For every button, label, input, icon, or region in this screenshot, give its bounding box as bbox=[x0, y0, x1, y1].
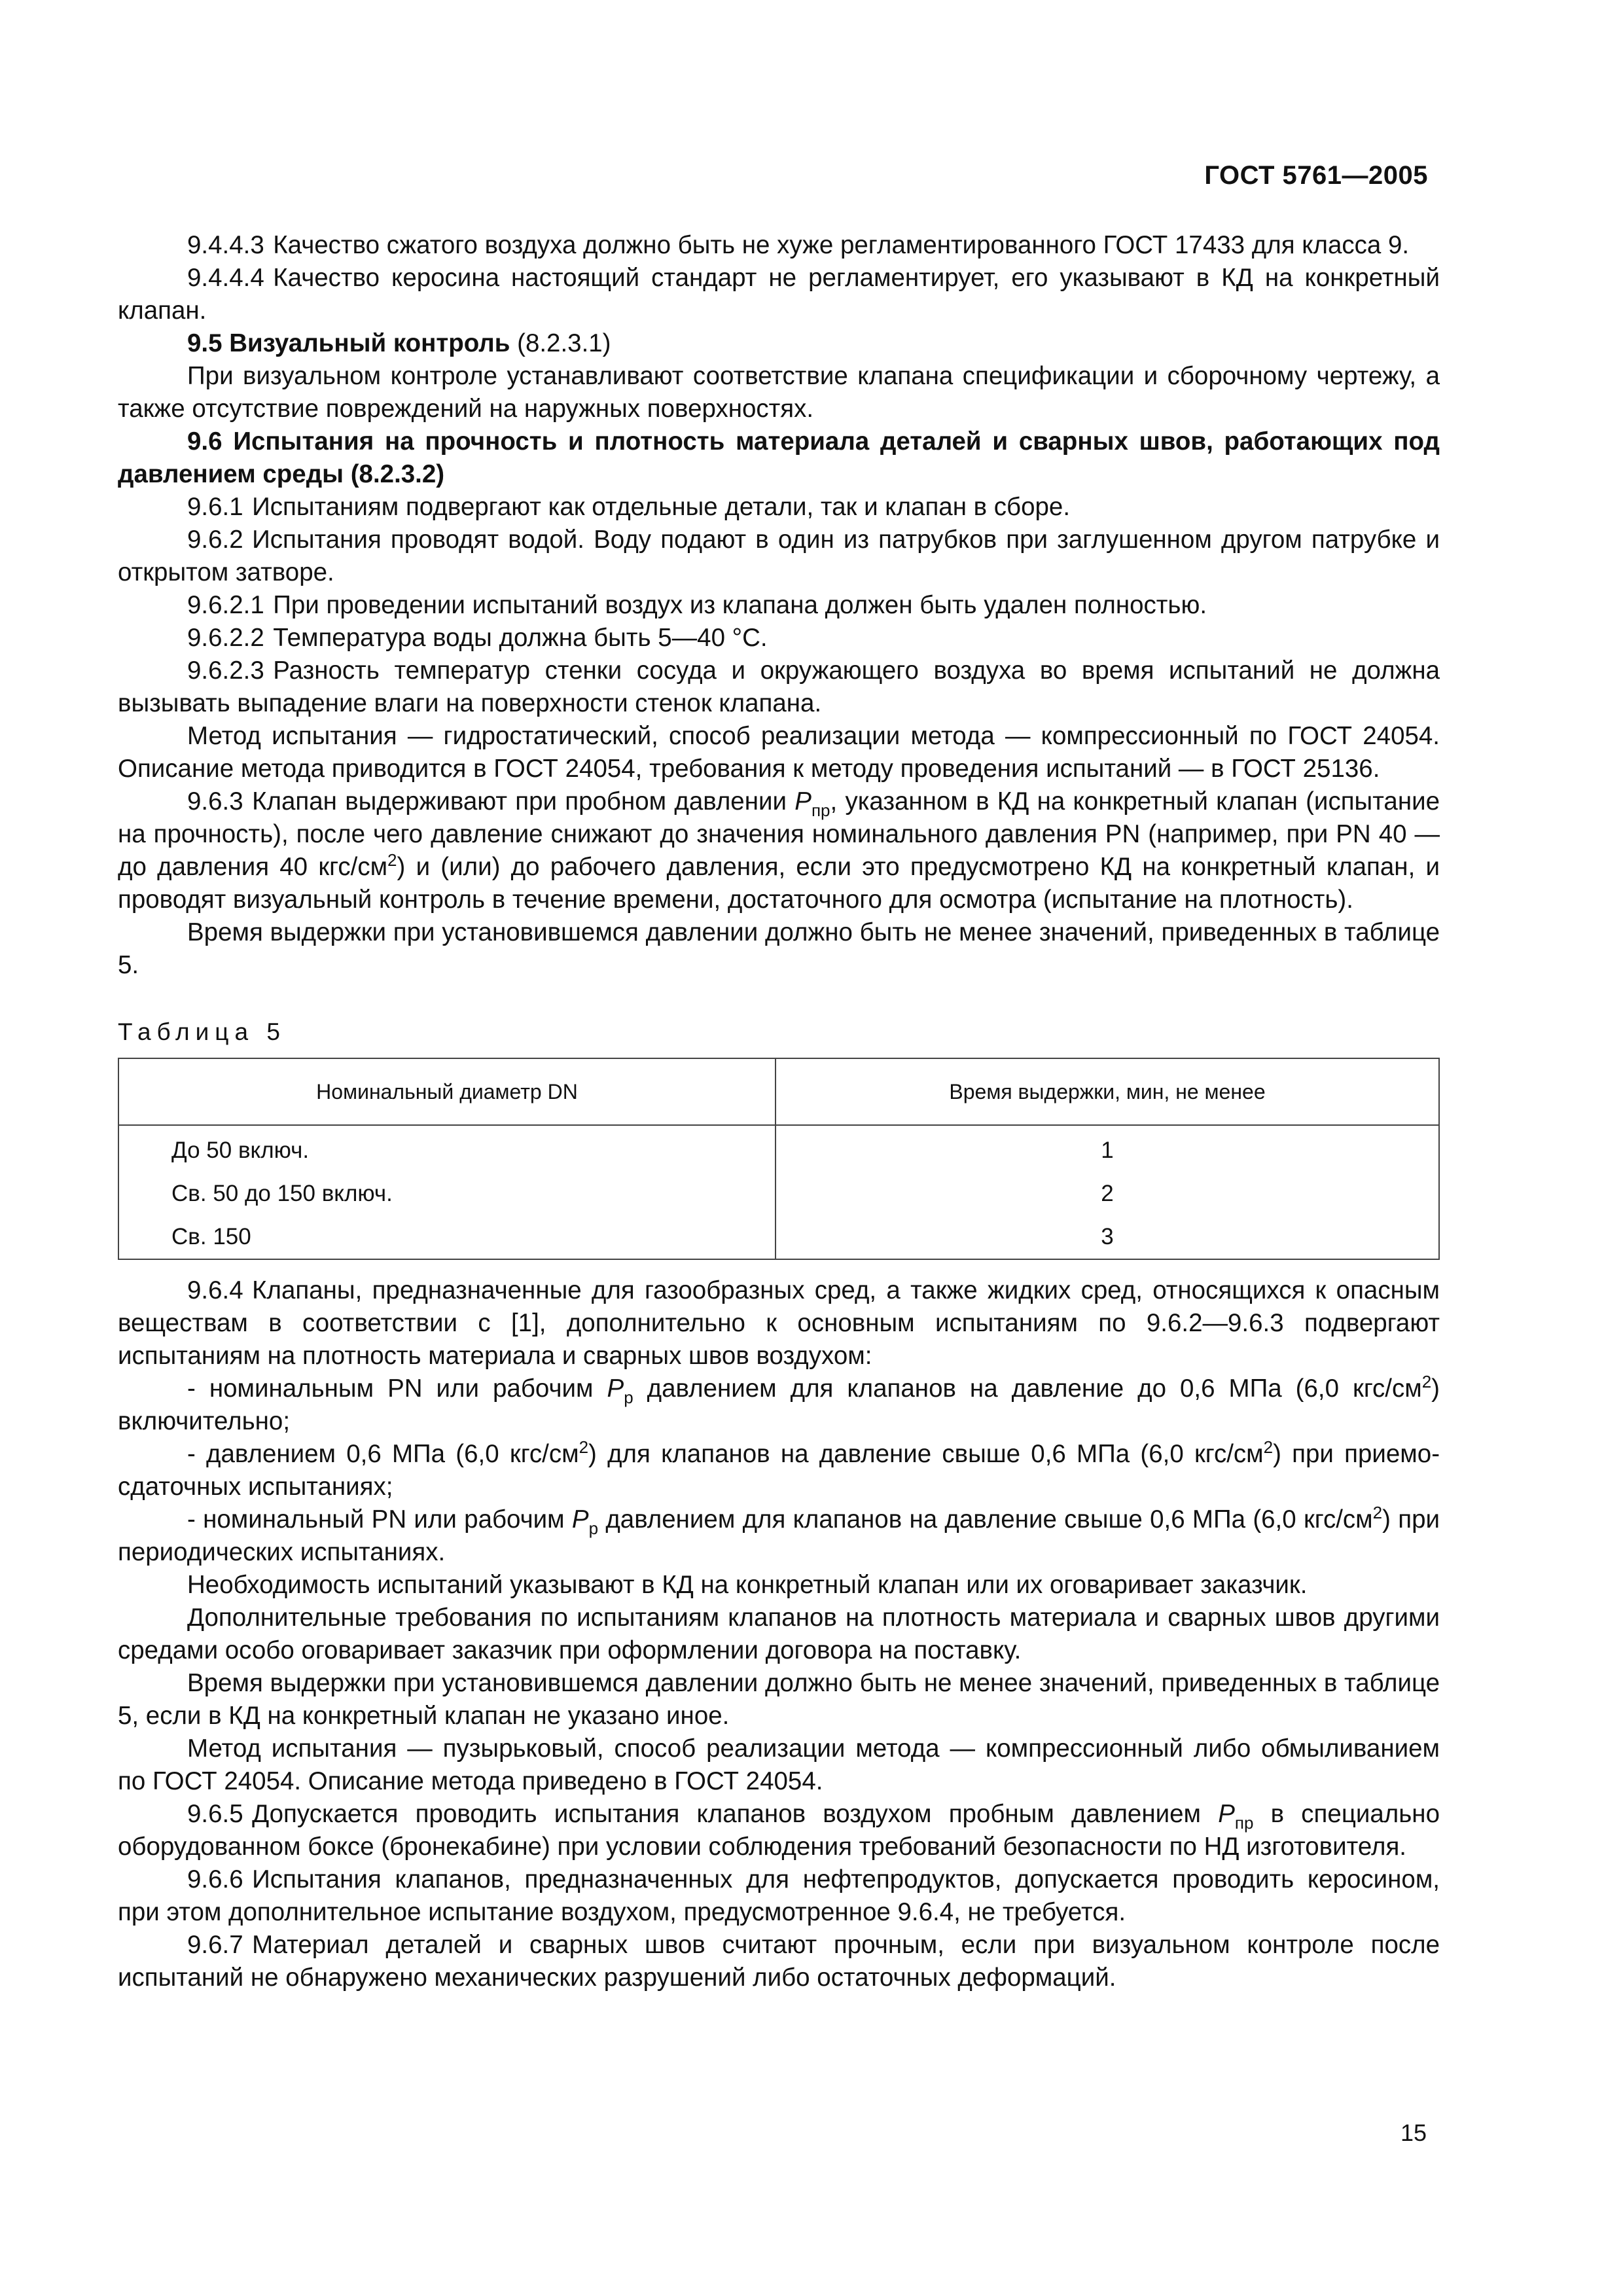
paragraph-hydrostatic-method: Метод испытания — гидростатический, способ реализации метода — компрессионный по ГОСТ 24054. Описание метода приводится в ГОСТ 24054, требования к методу проведения испытаний — в ГОСТ 25136. bbox=[118, 722, 1440, 783]
column-header: Время выдержки, мин, не менее bbox=[776, 1058, 1439, 1125]
list-item: - номинальным PN или рабочим $P_р$ давлением для клапанов на давление до 0,6 МПа (6,0 кгс/$см^2$) включительно; bbox=[118, 1372, 1440, 1435]
page-content bbox=[118, 229, 1440, 1994]
table-caption: Таблица 5 bbox=[118, 1018, 286, 1045]
clause-9-6-2: 9.6.2 Испытания проводят водой. Воду подают в один из патрубков при заглушенном другом патрубке и открытом затворе. bbox=[118, 526, 1440, 586]
page-number: 15 bbox=[1400, 2119, 1427, 2146]
table-cell-dn: Св. 50 до 150 включ. bbox=[118, 1172, 776, 1215]
clause-9-6-2-3: 9.6.2.3 Разность температур стенки сосуда и окружающего воздуха во время испытаний не должна вызывать выпадение влаги на поверхности стенок клапана. bbox=[118, 656, 1440, 717]
table-cell-dn: Св. 150 bbox=[118, 1215, 776, 1259]
clause-9-6-3: 9.6.3 Клапан выдерживают при пробном давлении $P_{пр}$, указанном в КД на конкретный клапан (испытание на прочность), после чего давление снижают до значения номинального давления PN (например, при PN 40 — до давления 40 кгс/$см^2$) и (или) до рабочего давления, если это предусмотрено КД на конкретный клапан, и проводят визуальный контроль в течение времени, достаточного для осмотра (испытание на плотность). bbox=[118, 787, 1440, 914]
section-ref: (8.2.3.1) bbox=[517, 329, 611, 357]
clause-9-6-2-1: 9.6.2.1 При проведении испытаний воздух из клапана должен быть удален полностью. bbox=[187, 591, 1207, 619]
table-row bbox=[118, 1172, 1439, 1215]
post-table-text bbox=[118, 1274, 1440, 1994]
paragraph-hold-time: Время выдержки при установившемся давлении должно быть не менее значений, приведенных в таблице 5. bbox=[118, 918, 1440, 979]
table-cell-time: 1 bbox=[776, 1125, 1439, 1172]
table-cell-time: 2 bbox=[776, 1172, 1439, 1215]
section-title: Испытания на прочность и плотность материала деталей и сварных швов, работающих под давлением среды (8.2.3.2) bbox=[118, 427, 1440, 488]
pressure-symbol: P bbox=[607, 1374, 624, 1403]
clause-9-6-7: 9.6.7 Материал деталей и сварных швов считают прочным, если при визуальном контроле после испытаний не обнаружено механических разрушений либо остаточных деформаций. bbox=[118, 1931, 1440, 1992]
table-row bbox=[118, 1215, 1439, 1259]
clause-9-4-4-4: 9.4.4.4 Качество керосина настоящий стандарт не регламентирует, его указывают в КД на конкретный клапан. bbox=[118, 264, 1440, 325]
clause-9-6-5: 9.6.5 Допускается проводить испытания клапанов воздухом пробным давлением $P_{пр}$ в специально оборудованном боксе (бронекабине) при условии соблюдения требований безопасности по НД изготовителя. bbox=[118, 1800, 1440, 1861]
paragraph-hold-time-2: Время выдержки при установившемся давлении должно быть не менее значений, приведенных в таблице 5, если в КД на конкретный клапан не указано иное. bbox=[118, 1669, 1440, 1730]
document-header: ГОСТ 5761—2005 bbox=[1204, 161, 1428, 190]
clause-9-4-4-3: 9.4.4.3 Качество сжатого воздуха должно быть не хуже регламентированного ГОСТ 17433 для класса 9. bbox=[187, 231, 1410, 259]
table-cell-dn: До 50 включ. bbox=[118, 1125, 776, 1172]
paragraph-test-necessity: Необходимость испытаний указывают в КД на конкретный клапан или их оговаривает заказчик. bbox=[187, 1571, 1308, 1599]
section-9-5-heading bbox=[118, 327, 1440, 360]
pressure-symbol: P bbox=[571, 1505, 589, 1534]
section-9-6-heading bbox=[118, 425, 1440, 491]
section-number: 9.6 bbox=[187, 427, 223, 456]
clause-9-6-2-2: 9.6.2.2 Температура воды должна быть 5—40 °С. bbox=[187, 624, 768, 652]
section-title: Визуальный контроль bbox=[229, 329, 510, 357]
pressure-symbol: P bbox=[1218, 1800, 1235, 1828]
clause-9-6-1: 9.6.1 Испытаниям подвергают как отдельные детали, так и клапан в сборе. bbox=[187, 493, 1071, 521]
clause-9-6-4: 9.6.4 Клапаны, предназначенные для газообразных сред, а также жидких сред, относящихся к опасным веществам в соответствии с [1], дополнительно к основным испытаниям по 9.6.2—9.6.3 подвергают испытаниям на плотность материала и сварных швов воздухом: bbox=[118, 1276, 1440, 1370]
list-item: - давлением 0,6 МПа (6,0 кгс/$см^2$) для клапанов на давление свыше 0,6 МПа (6,0 кгс/$см^2$) при приемо-сдаточных испытаниях; bbox=[118, 1437, 1440, 1501]
pressure-symbol: P bbox=[794, 787, 812, 816]
paragraph-additional-requirements: Дополнительные требования по испытаниям клапанов на плотность материала и сварных швов другими средами особо оговаривает заказчик при оформлении договора на поставку. bbox=[118, 1604, 1440, 1664]
table-5 bbox=[118, 1058, 1440, 1260]
table-header-row bbox=[118, 1058, 1439, 1125]
table-cell-time: 3 bbox=[776, 1215, 1439, 1259]
section-number: 9.5 bbox=[187, 329, 223, 357]
list-item: - номинальный PN или рабочим $P_р$ давлением для клапанов на давление свыше 0,6 МПа (6,0 кгс/$см^2$) при периодических испытаниях. bbox=[118, 1503, 1440, 1566]
column-header: Номинальный диаметр DN bbox=[118, 1058, 776, 1125]
paragraph-visual-control: При визуальном контроле устанавливают соответствие клапана спецификации и сборочному чертежу, а также отсутствие повреждений на наружных поверхностях. bbox=[118, 362, 1440, 423]
clause-9-6-6: 9.6.6 Испытания клапанов, предназначенных для нефтепродуктов, допускается проводить керосином, при этом дополнительное испытание воздухом, предусмотренное 9.6.4, не требуется. bbox=[118, 1865, 1440, 1926]
paragraph-bubble-method: Метод испытания — пузырьковый, способ реализации метода — компрессионный либо обмыливанием по ГОСТ 24054. Описание метода приведено в ГОСТ 24054. bbox=[118, 1734, 1440, 1795]
table-row bbox=[118, 1125, 1439, 1172]
